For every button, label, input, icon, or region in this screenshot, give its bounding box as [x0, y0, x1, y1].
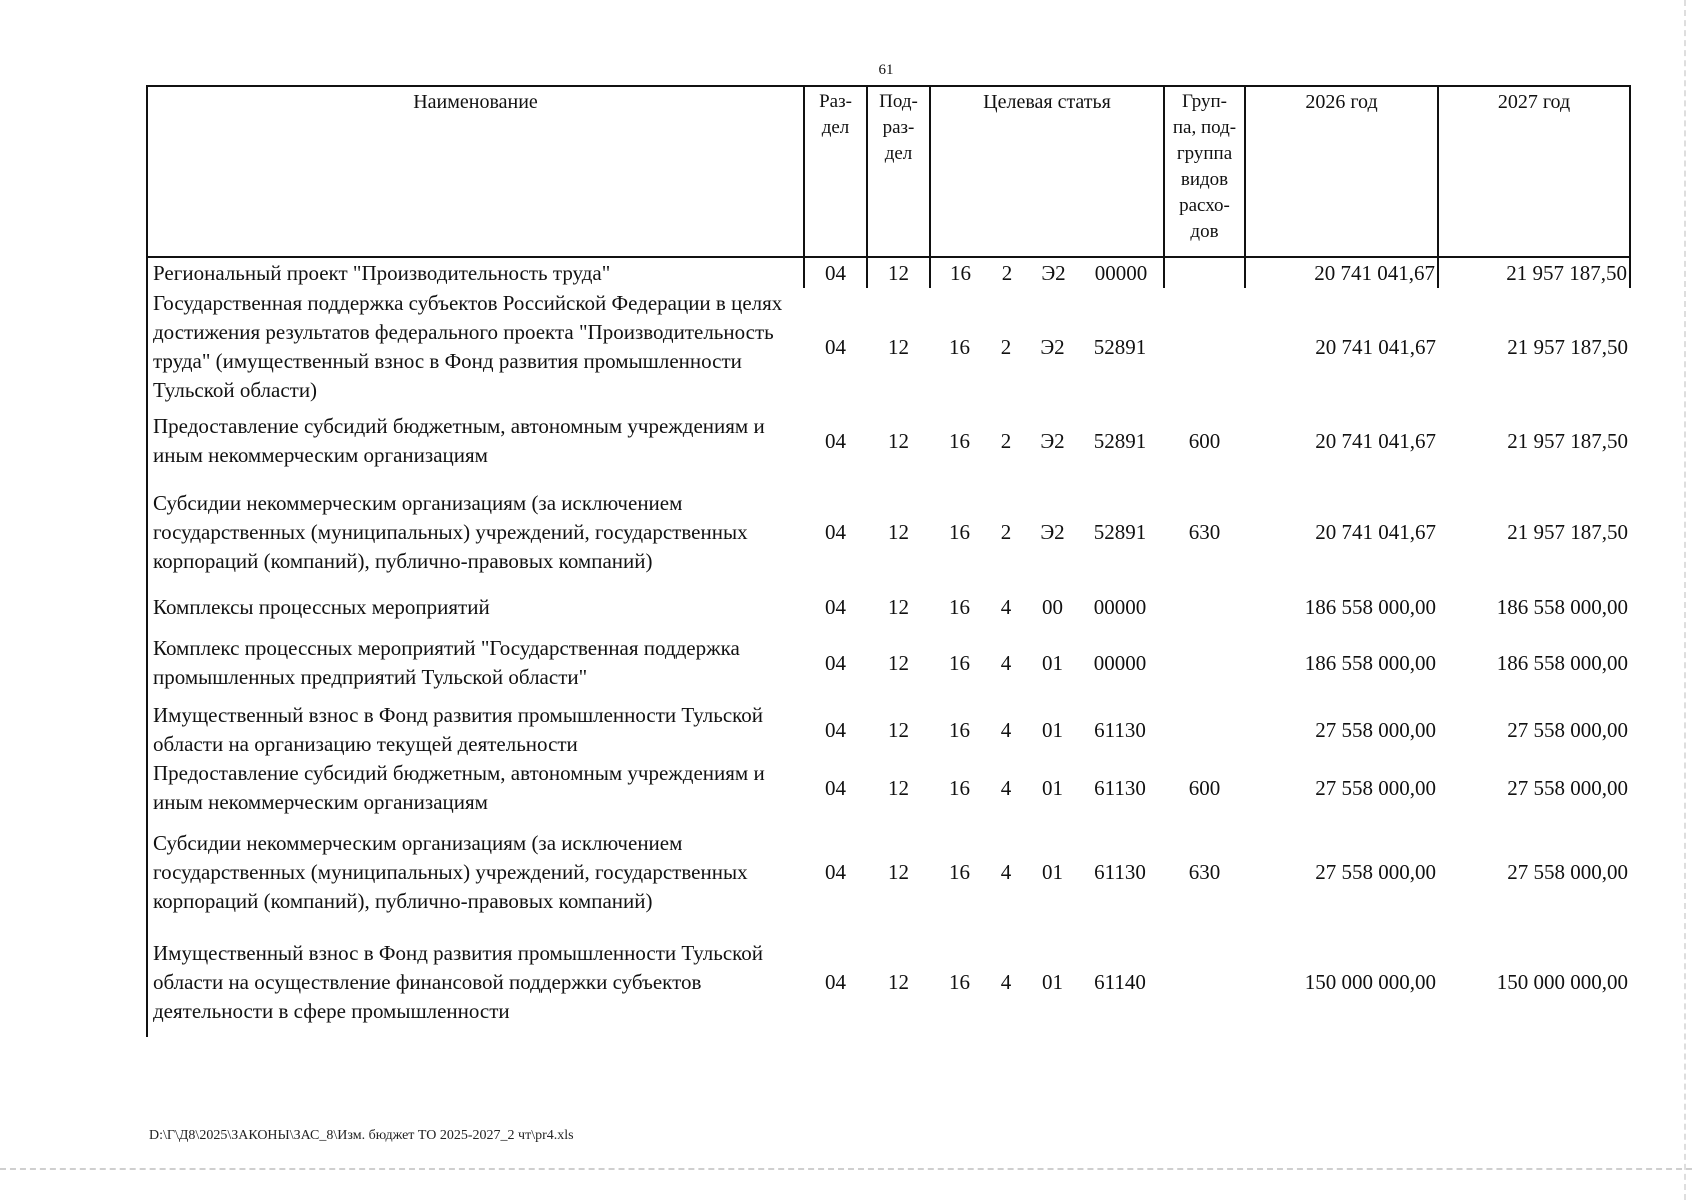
row-name: Комплекс процессных мероприятий "Государственная поддержка промышленных предприятий Тульской области" — [147, 625, 804, 701]
row-name: Субсидии некоммерческим организациям (за исключением государственных (муниципальных) учреждений, государственных корпораций (компаний), публично-правовых компаний) — [147, 817, 804, 927]
row-podrazdel: 12 — [888, 859, 909, 884]
row-name: Предоставление субсидий бюджетным, автономным учреждениям и иным некоммерческим организациям — [147, 759, 804, 817]
row-target — [930, 257, 1164, 288]
target-code — [932, 593, 1162, 622]
target-code-part: 4 — [1000, 969, 1012, 994]
row-amount-2027: 27 558 000,00 — [1507, 717, 1628, 742]
row-group — [1164, 288, 1245, 406]
row-amount-2027: 150 000 000,00 — [1496, 969, 1628, 994]
target-code-part: 4 — [1000, 775, 1012, 800]
target-code-part: 4 — [1000, 594, 1012, 619]
header-y2027: 2027 год — [1438, 86, 1630, 257]
row-amount-2027: 21 957 187,50 — [1507, 520, 1628, 544]
target-code-part: 52891 — [1093, 428, 1147, 453]
target-code-part: 4 — [1000, 859, 1012, 884]
target-code — [932, 716, 1162, 745]
row-group — [1164, 257, 1245, 288]
target-code — [932, 858, 1162, 887]
row-podrazdel: 12 — [888, 428, 909, 453]
target-code-part: 00000 — [1093, 650, 1147, 675]
footer-file-path: D:\Г\Д8\2025\ЗАКОНЫ\ЗАС_8\Изм. бюджет ТО 2025-2027_2 чт\pr4.xls — [149, 1128, 574, 1143]
target-code-part: 16 — [949, 428, 970, 453]
target-code-part: 4 — [1000, 650, 1012, 675]
target-code-part: 16 — [949, 969, 970, 994]
target-code-part: 61130 — [1094, 775, 1146, 800]
target-code-part: 52891 — [1093, 334, 1147, 359]
table-row — [147, 759, 1630, 817]
row-group: 600 — [1188, 428, 1221, 453]
table-row — [147, 625, 1630, 701]
row-razdel: 04 — [825, 334, 846, 359]
target-code-part: 4 — [1000, 717, 1012, 742]
row-group: 600 — [1188, 775, 1221, 800]
table-row — [147, 288, 1630, 406]
row-target — [930, 589, 1164, 625]
row-name: Имущественный взнос в Фонд развития промышленности Тульской области на организацию текущей деятельности — [147, 701, 804, 759]
target-code-part: Э2 — [1040, 520, 1065, 544]
target-code-part: 01 — [1042, 969, 1063, 994]
header-y2026: 2026 год — [1245, 86, 1438, 257]
row-podrazdel: 12 — [888, 650, 909, 675]
row-target — [930, 406, 1164, 476]
target-code-part: 00000 — [1094, 260, 1148, 285]
row-amount-2027: 27 558 000,00 — [1507, 859, 1628, 884]
target-code-part: 16 — [949, 594, 970, 619]
row-amount-2026: 20 741 041,67 — [1315, 334, 1436, 359]
row-target — [930, 927, 1164, 1037]
table-header — [147, 86, 1630, 257]
row-amount-2026: 20 741 041,67 — [1315, 520, 1436, 544]
target-code-part: 2 — [1000, 520, 1012, 544]
row-amount-2027: 27 558 000,00 — [1507, 775, 1628, 800]
row-group — [1164, 625, 1245, 701]
row-group: 630 — [1188, 859, 1221, 884]
header-group: Груп- па, под- группа видов расхо- дов — [1164, 86, 1245, 257]
target-code — [933, 259, 1161, 288]
target-code-part: 00000 — [1093, 594, 1147, 619]
row-group: 630 — [1188, 520, 1221, 544]
row-razdel: 04 — [825, 428, 846, 453]
row-name: Предоставление субсидий бюджетным, автономным учреждениям и иным некоммерческим организациям — [147, 406, 804, 476]
row-razdel: 04 — [825, 650, 846, 675]
target-code-part: 16 — [949, 650, 970, 675]
row-target — [930, 625, 1164, 701]
row-podrazdel: 12 — [888, 969, 909, 994]
row-amount-2026: 186 558 000,00 — [1304, 650, 1436, 675]
table-row — [147, 406, 1630, 476]
target-code-part: 16 — [949, 717, 970, 742]
row-name: Региональный проект "Производительность труда" — [147, 257, 804, 288]
row-amount-2026: 186 558 000,00 — [1304, 594, 1436, 619]
row-razdel: 04 — [825, 969, 846, 994]
header-target: Целевая статья — [930, 86, 1164, 257]
target-code-part: 52891 — [1093, 520, 1147, 544]
target-code — [932, 333, 1162, 362]
target-code-part: 16 — [949, 775, 970, 800]
row-amount-2026: 27 558 000,00 — [1315, 717, 1436, 742]
target-code-part: 61130 — [1094, 859, 1146, 884]
target-code-part: 01 — [1042, 859, 1063, 884]
row-name: Комплексы процессных мероприятий — [147, 589, 804, 625]
table-row — [147, 701, 1630, 759]
table-row — [147, 927, 1630, 1037]
table-row — [147, 817, 1630, 927]
target-code-part: 16 — [950, 260, 971, 285]
target-code-part: Э2 — [1041, 260, 1066, 285]
header-podrazdel: Под- раз- дел — [867, 86, 930, 257]
target-code-part: 00 — [1042, 594, 1063, 619]
target-code — [932, 518, 1162, 547]
row-razdel: 04 — [804, 257, 867, 288]
target-code-part: 2 — [1000, 428, 1012, 453]
row-target — [930, 476, 1164, 589]
row-name: Имущественный взнос в Фонд развития промышленности Тульской области на осуществление финансовой поддержки субъектов деятельности в сфере промышленности — [147, 927, 804, 1037]
row-amount-2026: 27 558 000,00 — [1315, 775, 1436, 800]
row-amount-2026: 20 741 041,67 — [1245, 257, 1438, 288]
target-code-part: 16 — [949, 859, 970, 884]
row-target — [930, 817, 1164, 927]
target-code-part: 01 — [1042, 717, 1063, 742]
page-number: 61 — [878, 62, 894, 78]
row-target — [930, 759, 1164, 817]
target-code-part: 01 — [1042, 775, 1063, 800]
row-amount-2027: 186 558 000,00 — [1496, 650, 1628, 675]
budget-table — [146, 85, 1631, 1037]
table-row — [147, 476, 1630, 589]
target-code-part: 61140 — [1094, 969, 1146, 994]
scan-edge-right — [1684, 0, 1686, 1200]
row-razdel: 04 — [825, 717, 846, 742]
row-amount-2026: 150 000 000,00 — [1304, 969, 1436, 994]
target-code-part: 2 — [1000, 334, 1012, 359]
target-code-part: Э2 — [1040, 428, 1065, 453]
row-razdel: 04 — [825, 594, 846, 619]
target-code — [932, 649, 1162, 678]
row-podrazdel: 12 — [867, 257, 930, 288]
row-amount-2027: 21 957 187,50 — [1507, 334, 1628, 359]
row-group — [1164, 701, 1245, 759]
header-razdel: Раз- дел — [804, 86, 867, 257]
row-amount-2027: 21 957 187,50 — [1507, 428, 1628, 453]
target-code-part: Э2 — [1040, 334, 1065, 359]
row-podrazdel: 12 — [888, 334, 909, 359]
row-name: Государственная поддержка субъектов Российской Федерации в целях достижения результатов федерального проекта "Производительность труда" (имущественный взнос в Фонд развития промышленности Тульской области) — [147, 288, 804, 406]
table-body — [147, 257, 1630, 1037]
row-podrazdel: 12 — [888, 520, 909, 544]
table-row — [147, 257, 1630, 288]
row-razdel: 04 — [825, 520, 846, 544]
row-podrazdel: 12 — [888, 775, 909, 800]
target-code-part: 61130 — [1094, 717, 1146, 742]
row-amount-2026: 27 558 000,00 — [1315, 859, 1436, 884]
row-amount-2027: 186 558 000,00 — [1496, 594, 1628, 619]
target-code-part: 16 — [949, 520, 970, 544]
row-podrazdel: 12 — [888, 717, 909, 742]
target-code-part: 2 — [1001, 260, 1013, 285]
row-amount-2027: 21 957 187,50 — [1438, 257, 1630, 288]
target-code — [932, 968, 1162, 997]
scan-edge-bottom — [0, 1168, 1692, 1170]
target-code-part: 01 — [1042, 650, 1063, 675]
row-razdel: 04 — [825, 859, 846, 884]
row-target — [930, 701, 1164, 759]
row-amount-2026: 20 741 041,67 — [1315, 428, 1436, 453]
table-row — [147, 589, 1630, 625]
header-name: Наименование — [147, 86, 804, 257]
target-code — [932, 427, 1162, 456]
row-group — [1164, 927, 1245, 1037]
row-razdel: 04 — [825, 775, 846, 800]
row-name: Субсидии некоммерческим организациям (за исключением государственных (муниципальных) учреждений, государственных корпораций (компаний), публично-правовых компаний) — [147, 476, 804, 589]
row-target — [930, 288, 1164, 406]
row-group — [1164, 589, 1245, 625]
target-code-part: 16 — [949, 334, 970, 359]
row-podrazdel: 12 — [888, 594, 909, 619]
target-code — [932, 774, 1162, 803]
